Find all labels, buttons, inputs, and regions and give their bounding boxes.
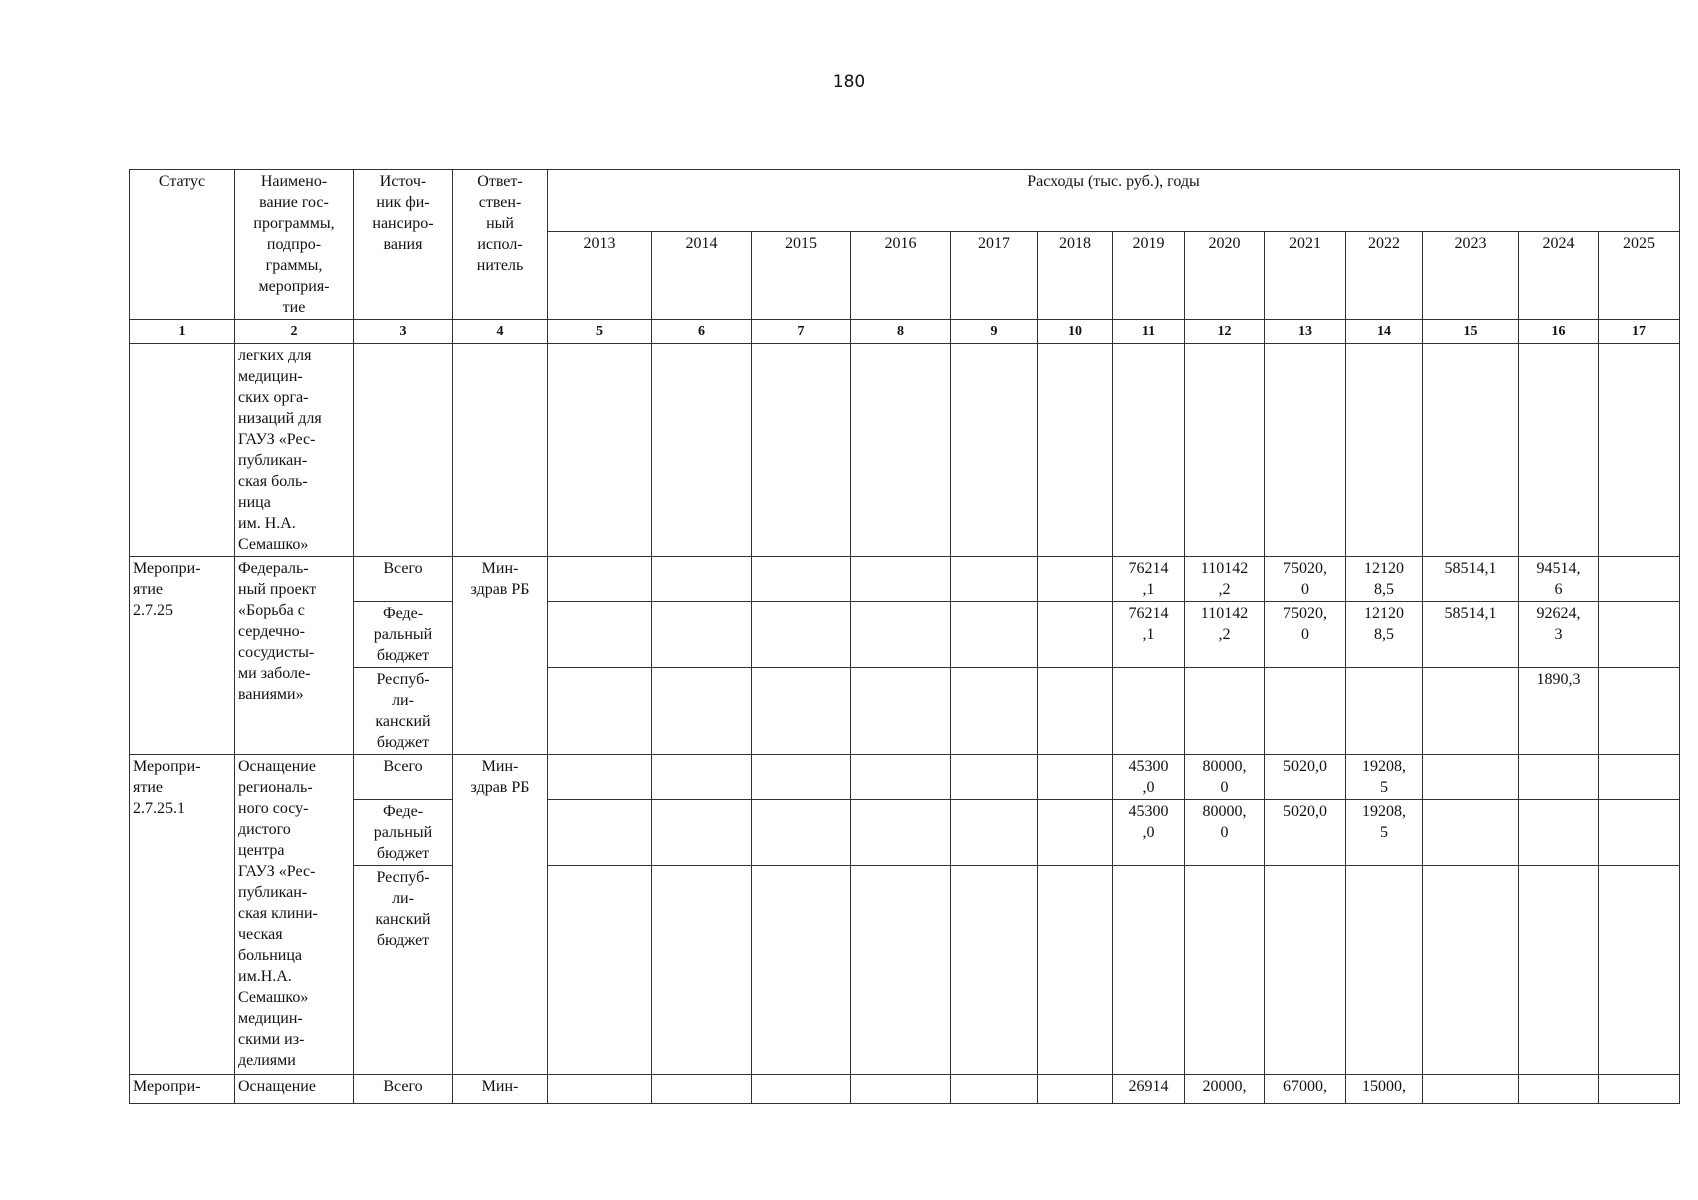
value-cell-2025: [1599, 668, 1680, 755]
value-cell-2020: 20000,: [1185, 1075, 1265, 1104]
year-header-2017: 2017: [951, 232, 1038, 320]
value-cell-2021: 5020,0: [1265, 800, 1346, 866]
column-number-3: 3: [354, 320, 453, 344]
value-cell-2020: [1185, 668, 1265, 755]
value-cell-2019: [1113, 668, 1185, 755]
funding-source-cell: Всего: [354, 755, 453, 800]
funding-source-cell: Феде- ральный бюджет: [354, 800, 453, 866]
year-header-2014: 2014: [652, 232, 752, 320]
value-cell-2017: [951, 668, 1038, 755]
value-cell-2018: [1038, 866, 1113, 1075]
empty-cell: [951, 344, 1038, 557]
value-cell-2015: [752, 1075, 851, 1104]
value-cell-2014: [652, 1075, 752, 1104]
value-cell-2017: [951, 557, 1038, 602]
table-row: [130, 557, 1680, 602]
year-header-2020: 2020: [1185, 232, 1265, 320]
value-cell-2015: [752, 602, 851, 668]
header-responsible: Ответ- ствен- ный испол- нитель: [453, 170, 548, 320]
value-cell-2017: [951, 1075, 1038, 1104]
value-cell-2013: [548, 755, 652, 800]
value-cell-2016: [851, 800, 951, 866]
value-cell-2021: 75020, 0: [1265, 602, 1346, 668]
header-name: Наимено- вание гос- программы, подпро- граммы, мероприя- тие: [235, 170, 354, 320]
table-row: [130, 755, 1680, 800]
value-cell-2018: [1038, 800, 1113, 866]
table-row: [130, 800, 1680, 866]
value-cell-2021: 5020,0: [1265, 755, 1346, 800]
value-cell-2024: 1890,3: [1519, 668, 1599, 755]
empty-cell: [1038, 344, 1113, 557]
empty-cell: [752, 344, 851, 557]
empty-cell: [1265, 344, 1346, 557]
value-cell-2019: 76214 ,1: [1113, 557, 1185, 602]
value-cell-2013: [548, 866, 652, 1075]
value-cell-2020: 80000, 0: [1185, 800, 1265, 866]
value-cell-2017: [951, 866, 1038, 1075]
status-cell: Меропри- ятие 2.7.25.1: [130, 755, 235, 1075]
funding-source-cell: Респуб- ли- канский бюджет: [354, 866, 453, 1075]
status-cell: Меропри- ятие 2.7.25: [130, 557, 235, 755]
value-cell-2019: 45300 ,0: [1113, 755, 1185, 800]
value-cell-2025: [1599, 800, 1680, 866]
year-header-2019: 2019: [1113, 232, 1185, 320]
value-cell-2013: [548, 1075, 652, 1104]
value-cell-2015: [752, 866, 851, 1075]
value-cell-2020: 110142 ,2: [1185, 557, 1265, 602]
value-cell-2016: [851, 755, 951, 800]
continuation-row: [130, 344, 1680, 557]
value-cell-2022: [1346, 866, 1423, 1075]
funding-source-cell: Всего: [354, 1075, 453, 1104]
value-cell-2015: [752, 668, 851, 755]
value-cell-2020: 80000, 0: [1185, 755, 1265, 800]
value-cell-2015: [752, 755, 851, 800]
value-cell-2021: [1265, 866, 1346, 1075]
value-cell-2021: [1265, 668, 1346, 755]
value-cell-2013: [548, 800, 652, 866]
column-number-row: [130, 320, 1680, 344]
empty-cell: [453, 344, 548, 557]
empty-cell: [1423, 344, 1519, 557]
funding-source-cell: Респуб- ли- канский бюджет: [354, 668, 453, 755]
responsible-cell: Мин-: [453, 1075, 548, 1104]
column-number-16: 16: [1519, 320, 1599, 344]
empty-cell: [1113, 344, 1185, 557]
empty-cell: [1519, 344, 1599, 557]
year-header-2016: 2016: [851, 232, 951, 320]
value-cell-2021: 67000,: [1265, 1075, 1346, 1104]
value-cell-2018: [1038, 557, 1113, 602]
value-cell-2014: [652, 866, 752, 1075]
year-header-2018: 2018: [1038, 232, 1113, 320]
value-cell-2015: [752, 800, 851, 866]
empty-cell: [548, 344, 652, 557]
column-number-6: 6: [652, 320, 752, 344]
budget-table: [129, 169, 1680, 1104]
value-cell-2022: 19208, 5: [1346, 755, 1423, 800]
column-number-7: 7: [752, 320, 851, 344]
column-number-15: 15: [1423, 320, 1519, 344]
value-cell-2022: 15000,: [1346, 1075, 1423, 1104]
value-cell-2023: 58514,1: [1423, 557, 1519, 602]
page-number: 180: [832, 72, 866, 92]
value-cell-2016: [851, 668, 951, 755]
value-cell-2025: [1599, 755, 1680, 800]
value-cell-2020: [1185, 866, 1265, 1075]
value-cell-2014: [652, 800, 752, 866]
value-cell-2024: [1519, 1075, 1599, 1104]
header-expenses: Расходы (тыс. руб.), годы: [548, 170, 1680, 232]
value-cell-2014: [652, 602, 752, 668]
responsible-cell: Мин- здрав РБ: [453, 755, 548, 1075]
continuation-name-cell: легких для медицин- ских орга- низаций для ГАУЗ «Рес- публикан- ская боль- ница им. Н.А. Семашко»: [235, 344, 354, 557]
value-cell-2023: 58514,1: [1423, 602, 1519, 668]
table-row: [130, 668, 1680, 755]
empty-cell: [1346, 344, 1423, 557]
year-header-2021: 2021: [1265, 232, 1346, 320]
value-cell-2024: 94514, 6: [1519, 557, 1599, 602]
value-cell-2016: [851, 1075, 951, 1104]
empty-cell: [1185, 344, 1265, 557]
year-header-2025: 2025: [1599, 232, 1680, 320]
header-status: Статус: [130, 170, 235, 320]
value-cell-2013: [548, 557, 652, 602]
value-cell-2021: 75020, 0: [1265, 557, 1346, 602]
empty-cell: [354, 344, 453, 557]
value-cell-2016: [851, 866, 951, 1075]
value-cell-2019: 45300 ,0: [1113, 800, 1185, 866]
column-number-12: 12: [1185, 320, 1265, 344]
value-cell-2023: [1423, 866, 1519, 1075]
funding-source-cell: Феде- ральный бюджет: [354, 602, 453, 668]
value-cell-2018: [1038, 1075, 1113, 1104]
header-source: Источ- ник фи- нансиро- вания: [354, 170, 453, 320]
column-number-11: 11: [1113, 320, 1185, 344]
value-cell-2022: 19208, 5: [1346, 800, 1423, 866]
value-cell-2022: [1346, 668, 1423, 755]
empty-cell: [851, 344, 951, 557]
activity-name-cell: Оснащение региональ- ного сосу- дистого центра ГАУЗ «Рес- публикан- ская клини- ческая больница им.Н.А. Семашко» медицин- скими из- делиями: [235, 755, 354, 1075]
value-cell-2019: [1113, 866, 1185, 1075]
value-cell-2019: 26914: [1113, 1075, 1185, 1104]
value-cell-2014: [652, 755, 752, 800]
value-cell-2020: 110142 ,2: [1185, 602, 1265, 668]
column-number-5: 5: [548, 320, 652, 344]
column-number-10: 10: [1038, 320, 1113, 344]
column-number-17: 17: [1599, 320, 1680, 344]
funding-source-cell: Всего: [354, 557, 453, 602]
value-cell-2023: [1423, 800, 1519, 866]
value-cell-2022: 12120 8,5: [1346, 602, 1423, 668]
value-cell-2016: [851, 557, 951, 602]
value-cell-2025: [1599, 602, 1680, 668]
value-cell-2013: [548, 668, 652, 755]
empty-cell: [652, 344, 752, 557]
value-cell-2023: [1423, 1075, 1519, 1104]
value-cell-2017: [951, 755, 1038, 800]
value-cell-2013: [548, 602, 652, 668]
year-header-2015: 2015: [752, 232, 851, 320]
header-row: [130, 170, 1680, 232]
status-cell: Меропри-: [130, 1075, 235, 1104]
value-cell-2025: [1599, 866, 1680, 1075]
value-cell-2022: 12120 8,5: [1346, 557, 1423, 602]
table-row: [130, 866, 1680, 1075]
column-number-13: 13: [1265, 320, 1346, 344]
value-cell-2023: [1423, 668, 1519, 755]
value-cell-2023: [1423, 755, 1519, 800]
value-cell-2024: 92624, 3: [1519, 602, 1599, 668]
table-row: [130, 602, 1680, 668]
value-cell-2025: [1599, 1075, 1680, 1104]
value-cell-2024: [1519, 755, 1599, 800]
year-header-2024: 2024: [1519, 232, 1599, 320]
value-cell-2018: [1038, 668, 1113, 755]
value-cell-2014: [652, 557, 752, 602]
value-cell-2015: [752, 557, 851, 602]
column-number-8: 8: [851, 320, 951, 344]
value-cell-2019: 76214 ,1: [1113, 602, 1185, 668]
responsible-cell: Мин- здрав РБ: [453, 557, 548, 755]
value-cell-2014: [652, 668, 752, 755]
column-number-9: 9: [951, 320, 1038, 344]
column-number-2: 2: [235, 320, 354, 344]
year-header-2022: 2022: [1346, 232, 1423, 320]
column-number-14: 14: [1346, 320, 1423, 344]
year-header-2023: 2023: [1423, 232, 1519, 320]
year-header-2013: 2013: [548, 232, 652, 320]
value-cell-2024: [1519, 866, 1599, 1075]
value-cell-2016: [851, 602, 951, 668]
status-cell: [130, 344, 235, 557]
activity-name-cell: Оснащение: [235, 1075, 354, 1104]
activity-name-cell: Федераль- ный проект «Борьба с сердечно- сосудисты- ми заболе- ваниями»: [235, 557, 354, 755]
value-cell-2017: [951, 602, 1038, 668]
value-cell-2025: [1599, 557, 1680, 602]
value-cell-2017: [951, 800, 1038, 866]
column-number-4: 4: [453, 320, 548, 344]
value-cell-2024: [1519, 800, 1599, 866]
value-cell-2018: [1038, 755, 1113, 800]
empty-cell: [1599, 344, 1680, 557]
table-row: [130, 1075, 1680, 1104]
value-cell-2018: [1038, 602, 1113, 668]
column-number-1: 1: [130, 320, 235, 344]
